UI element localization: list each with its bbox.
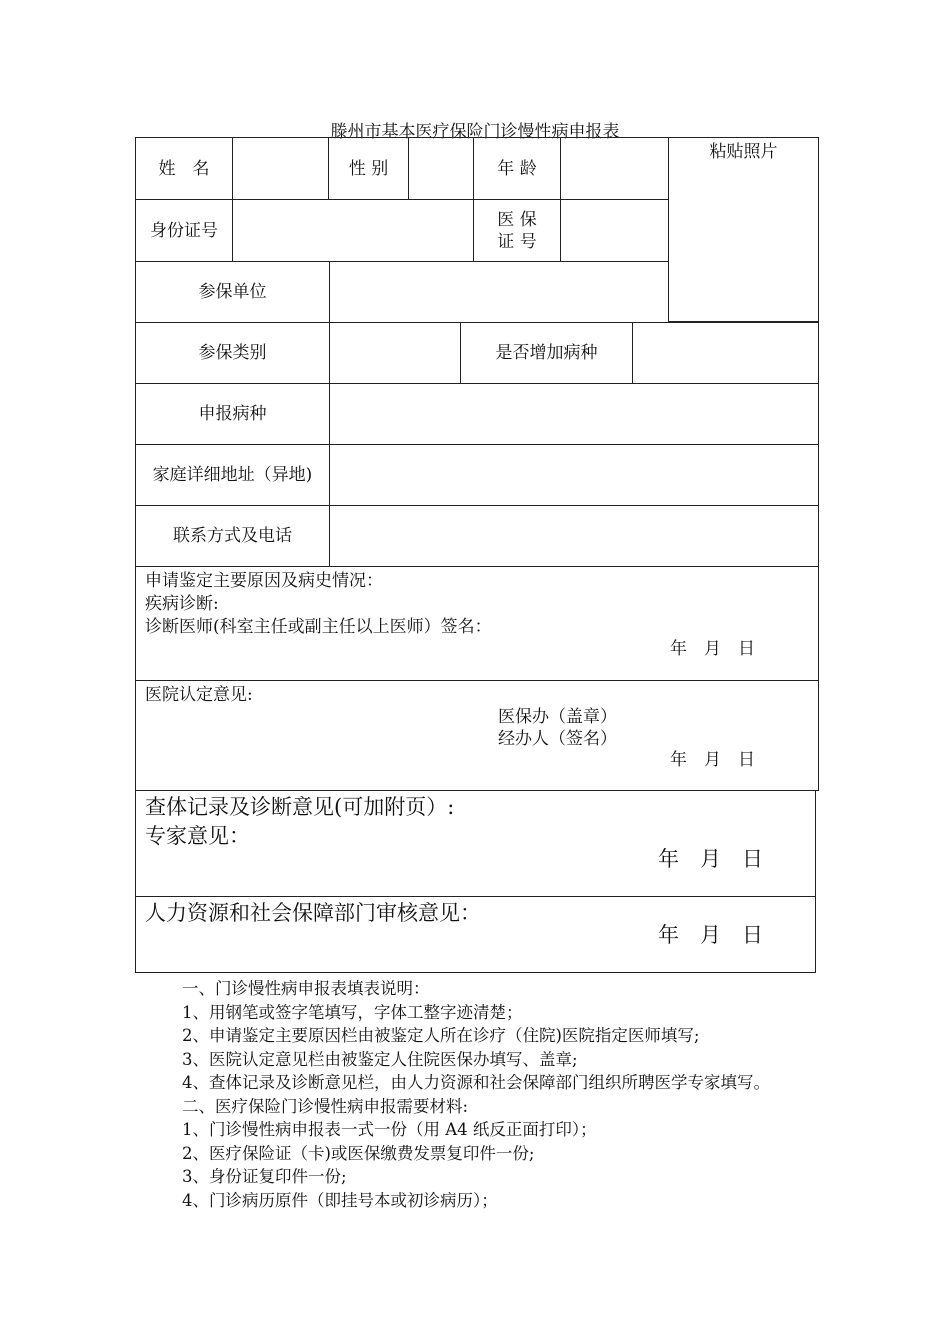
address-field[interactable]	[329, 444, 819, 506]
gender-label: 性 别	[328, 137, 409, 200]
insurance-no-label-line2: 证 号	[497, 231, 537, 252]
form-title: 滕州市基本医疗保险门诊慢性病申报表	[330, 122, 620, 142]
add-disease-field[interactable]	[632, 322, 819, 384]
exam-section[interactable]	[135, 790, 816, 897]
reason-date: 年 月 日	[670, 639, 755, 659]
note-item: 2、申请鉴定主要原因栏由被鉴定人所在诊疗（住院)医院指定医师填写;	[182, 1026, 700, 1045]
exam-record-label: 查体记录及诊断意见(可加附页）:	[145, 795, 455, 819]
photo-box[interactable]	[668, 137, 819, 322]
gender-field[interactable]	[408, 137, 474, 200]
reason-section[interactable]	[135, 566, 819, 681]
declared-disease-field[interactable]	[329, 383, 819, 445]
contact-label: 联系方式及电话	[135, 505, 330, 567]
hospital-section[interactable]	[135, 680, 819, 791]
id-number-field[interactable]	[232, 199, 474, 262]
expert-opinion-label: 专家意见：	[145, 824, 250, 848]
id-number-label: 身份证号	[135, 199, 233, 262]
reason-diagnosis: 疾病诊断:	[145, 594, 219, 614]
insurance-type-field[interactable]	[329, 322, 461, 384]
note-heading-2: 二、医疗保险门诊慢性病申报需要材料:	[182, 1096, 469, 1116]
photo-label: 粘贴照片	[709, 142, 778, 162]
declared-disease-label: 申报病种	[135, 383, 330, 445]
hrss-section[interactable]	[135, 896, 816, 973]
hrss-date: 年 月 日	[658, 923, 763, 947]
note-item: 1、用钢笔或签字笔填写，字体工整字迹清楚；	[182, 1002, 523, 1022]
hospital-opinion-label: 医院认定意见:	[145, 685, 253, 705]
note-item: 4、门诊病历原件（即挂号本或初诊病历）；	[182, 1190, 498, 1210]
reason-line1: 申请鉴定主要原因及病史情况：	[145, 571, 383, 591]
hospital-date: 年 月 日	[670, 750, 755, 770]
note-item: 4、查体记录及诊断意见栏，由人力资源和社会保障部门组织所聘医学专家填写。	[182, 1073, 770, 1092]
name-field[interactable]	[232, 137, 329, 200]
instructions	[145, 977, 815, 1212]
note-item: 2、医疗保险证（卡)或医保缴费发票复印件一份;	[182, 1143, 535, 1163]
contact-field[interactable]	[329, 505, 819, 567]
age-field[interactable]	[560, 137, 669, 200]
note-heading-1: 一、门诊慢性病申报表填表说明：	[182, 979, 430, 998]
insurance-no-field[interactable]	[560, 199, 669, 262]
name-label: 姓 名	[135, 137, 233, 200]
note-item: 1、门诊慢性病申报表一式一份（用 A4 纸反正面打印）；	[182, 1120, 597, 1139]
hrss-opinion-label: 人力资源和社会保障部门审核意见：	[145, 901, 481, 925]
insurance-no-label-line1: 医 保	[497, 209, 537, 230]
exam-date: 年 月 日	[658, 847, 763, 871]
insurance-no-label	[473, 199, 561, 262]
reason-doctor-signature: 诊断医师(科室主任或副主任以上医师）签名：	[145, 617, 492, 637]
address-label: 家庭详细地址（异地)	[135, 444, 330, 506]
note-item: 3、身份证复印件一份;	[182, 1167, 347, 1186]
add-disease-label: 是否增加病种	[460, 322, 633, 384]
employer-label: 参保单位	[135, 261, 330, 323]
hospital-stamp: 医保办（盖章）	[498, 707, 617, 727]
hospital-operator: 经办人（签名）	[498, 729, 617, 749]
note-item: 3、医院认定意见栏由被鉴定人住院医保办填写、盖章;	[182, 1049, 578, 1069]
employer-field[interactable]	[329, 261, 669, 323]
insurance-type-label: 参保类别	[135, 322, 330, 384]
age-label: 年 龄	[473, 137, 561, 200]
